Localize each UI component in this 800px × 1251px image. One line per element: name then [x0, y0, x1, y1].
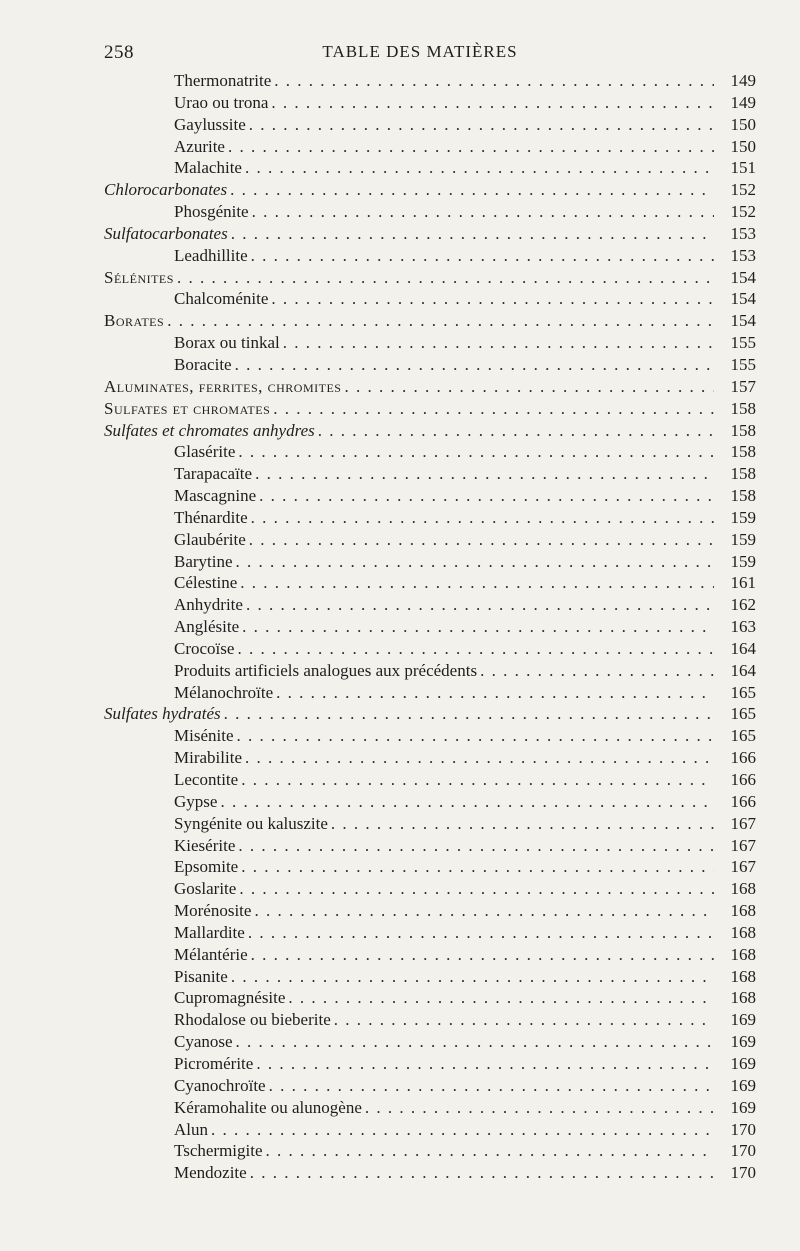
toc-entry-label: Gaylussite [174, 114, 246, 134]
toc-entry-page: 159 [730, 507, 756, 527]
toc-entry [104, 267, 764, 289]
toc-entry-label: Alun [174, 1119, 208, 1139]
toc-entry-label: Mascagnine [174, 486, 257, 506]
dot-leader [228, 223, 714, 245]
toc-entry-page: 168 [730, 879, 756, 899]
toc-entry-page: 164 [730, 660, 756, 680]
toc-entry [104, 1009, 764, 1031]
toc-entry-page: 154 [730, 267, 756, 287]
toc-entry-label: Crocoïse [174, 638, 235, 658]
toc-entry-page: 168 [730, 966, 756, 986]
dot-leader [238, 856, 714, 878]
toc-entry [104, 507, 764, 529]
toc-entry-label: Syngénite ou kaluszite [174, 813, 328, 833]
dot-leader [271, 70, 714, 92]
page-number: 258 [104, 42, 134, 63]
toc-entry [104, 856, 764, 878]
toc-entry [104, 594, 764, 616]
toc-entry [104, 1097, 764, 1119]
toc-entry-label: Phosgénite [174, 202, 249, 222]
dot-leader [235, 441, 714, 463]
toc-entry-label: Thénardite [174, 507, 248, 527]
dot-leader [362, 1097, 714, 1119]
toc-entry-page: 165 [730, 682, 756, 702]
dot-leader [235, 835, 714, 857]
toc-entry-label: Rhodalose ou bieberite [174, 1010, 331, 1030]
dot-leader [233, 551, 714, 573]
toc-entry-label: Lecontite [174, 770, 239, 789]
toc-entry [104, 529, 764, 551]
toc-entry [104, 441, 764, 463]
toc-entry-page: 152 [730, 180, 756, 200]
toc-entry-label: Glaubérite [174, 529, 246, 549]
toc-entry [104, 332, 764, 354]
dot-leader [242, 157, 714, 179]
toc-entry [104, 136, 764, 158]
toc-entry-label: Urao ou trona [174, 92, 269, 112]
toc-entry-label: Tschermigite [174, 1141, 263, 1161]
toc-entry-page: 154 [730, 311, 756, 331]
dot-leader [266, 1075, 714, 1097]
toc-entry-page: 165 [730, 704, 756, 724]
toc-entry-label: Mendozite [174, 1163, 247, 1183]
toc-entry-page: 166 [730, 791, 756, 811]
toc-entry [104, 157, 764, 179]
toc-entry [104, 922, 764, 944]
toc-entry-page: 168 [730, 922, 756, 942]
dot-leader [249, 201, 714, 223]
dot-leader [174, 267, 714, 289]
toc-entry [104, 878, 764, 900]
toc-entry-label: Mallardite [174, 922, 245, 942]
toc-entry-page: 158 [730, 442, 756, 462]
dot-leader [232, 354, 714, 376]
dot-leader [328, 813, 714, 835]
toc-entry [104, 572, 764, 594]
dot-leader [256, 485, 714, 507]
toc-entry-page: 165 [730, 726, 756, 746]
dot-leader [217, 791, 714, 813]
toc-entry [104, 485, 764, 507]
toc-entry [104, 92, 764, 114]
toc-entry-label: Kéramohalite ou alunogène [174, 1097, 362, 1117]
dot-leader [270, 398, 714, 420]
toc-entry-page: 159 [730, 551, 756, 571]
dot-leader [246, 529, 714, 551]
toc-entry-label: Goslarite [174, 879, 237, 899]
toc-entry [104, 70, 764, 92]
dot-leader [477, 660, 714, 682]
toc-entry-page: 154 [730, 289, 756, 309]
toc-entry-label: Mélanochroïte [174, 682, 274, 702]
toc-entry-label: Sulfates et chromates anhydres [104, 420, 315, 440]
toc-entry [104, 354, 764, 376]
toc-entry [104, 310, 764, 332]
toc-entry-page: 150 [730, 136, 756, 156]
toc-entry-page: 167 [730, 813, 756, 833]
toc-entry-label: Borax ou tinkal [174, 333, 280, 353]
toc-entry-label: Glasérite [174, 442, 236, 462]
dot-leader [228, 966, 714, 988]
toc-entry [104, 1075, 764, 1097]
dot-leader [285, 987, 714, 1009]
toc-entry-page: 169 [730, 1075, 756, 1095]
toc-entry-label: Picromérite [174, 1053, 254, 1073]
toc-entry-page: 155 [730, 333, 756, 353]
dot-leader [268, 92, 714, 114]
toc-entry-label: Tarapacaïte [174, 464, 253, 484]
toc-entry [104, 900, 764, 922]
toc-entry [104, 660, 764, 682]
toc-entry-page: 158 [730, 464, 756, 484]
toc-entry-label: Kiesérite [174, 835, 236, 855]
toc-entry-page: 149 [730, 92, 756, 112]
dot-leader [253, 1053, 714, 1075]
dot-leader [248, 245, 714, 267]
toc-entry [104, 813, 764, 835]
toc-entry-label: Sulfates hydratés [104, 704, 221, 724]
toc-entry-label: Célestine [174, 573, 238, 593]
dot-leader [208, 1119, 714, 1141]
toc-entry [104, 987, 764, 1009]
toc-entry-page: 159 [730, 529, 756, 549]
dot-leader [268, 288, 714, 310]
dot-leader [263, 1140, 714, 1162]
dot-leader [242, 747, 714, 769]
toc-entry-label: Sélénites [104, 267, 174, 287]
toc-entry [104, 1119, 764, 1141]
toc-entry-page: 169 [730, 1010, 756, 1030]
dot-leader [227, 179, 714, 201]
toc-entry [104, 616, 764, 638]
toc-entry [104, 769, 764, 791]
toc-entry-label: Anglésite [174, 617, 240, 637]
dot-leader [252, 463, 714, 485]
toc-entry-page: 149 [730, 71, 756, 90]
dot-leader [248, 944, 714, 966]
toc-entry [104, 638, 764, 660]
dot-leader [341, 376, 714, 398]
toc-entry-page: 170 [730, 1119, 756, 1139]
toc-entry-label: Aluminates, ferrites, chromites [104, 376, 342, 396]
toc-entry [104, 288, 764, 310]
toc-entry-label: Leadhillite [174, 245, 248, 265]
table-of-contents [104, 70, 764, 1184]
toc-entry-label: Morénosite [174, 901, 252, 921]
toc-entry [104, 245, 764, 267]
toc-entry-label: Barytine [174, 551, 233, 571]
toc-entry [104, 1053, 764, 1075]
toc-entry-page: 170 [730, 1163, 756, 1183]
toc-entry [104, 398, 764, 420]
toc-entry-page: 162 [730, 595, 756, 615]
dot-leader [234, 638, 714, 660]
toc-entry [104, 179, 764, 201]
toc-entry-label: Boracite [174, 354, 232, 374]
page-header [104, 42, 736, 66]
toc-entry-page: 166 [730, 748, 756, 768]
dot-leader [164, 310, 714, 332]
dot-leader [248, 507, 714, 529]
toc-entry [104, 725, 764, 747]
toc-entry [104, 966, 764, 988]
toc-entry-page: 168 [730, 901, 756, 921]
toc-entry [104, 944, 764, 966]
toc-entry-page: 163 [730, 617, 756, 637]
toc-entry-page: 166 [730, 770, 756, 789]
toc-entry-page: 158 [730, 486, 756, 506]
dot-leader [225, 136, 714, 158]
toc-entry-page: 170 [730, 1141, 756, 1161]
toc-entry-page: 169 [730, 1032, 756, 1052]
dot-leader [221, 703, 714, 725]
toc-entry-label: Chalcoménite [174, 289, 269, 309]
toc-entry-label: Anhydrite [174, 595, 243, 615]
dot-leader [237, 572, 714, 594]
toc-entry-label: Cyanose [174, 1032, 233, 1052]
toc-entry-page: 151 [730, 158, 756, 178]
toc-entry-label: Epsomite [174, 857, 239, 877]
dot-leader [251, 900, 714, 922]
toc-entry-page: 167 [730, 857, 756, 877]
toc-entry-page: 161 [730, 573, 756, 593]
toc-entry-page: 168 [730, 944, 756, 964]
toc-entry [104, 1140, 764, 1162]
dot-leader [247, 1162, 714, 1184]
dot-leader [236, 878, 714, 900]
dot-leader [331, 1009, 714, 1031]
dot-leader [233, 1031, 714, 1053]
toc-entry-label: Thermonatrite [174, 71, 272, 90]
toc-entry [104, 835, 764, 857]
dot-leader [239, 616, 714, 638]
toc-entry [104, 376, 764, 398]
toc-entry-page: 164 [730, 638, 756, 658]
toc-entry [104, 463, 764, 485]
toc-entry [104, 223, 764, 245]
toc-entry [104, 703, 764, 725]
toc-entry-page: 152 [730, 202, 756, 222]
toc-entry-label: Produits artificiels analogues aux précédents [174, 660, 478, 680]
toc-entry-label: Mirabilite [174, 748, 242, 768]
toc-entry [104, 551, 764, 573]
toc-entry [104, 791, 764, 813]
toc-entry-label: Borates [104, 311, 165, 331]
toc-entry-label: Sulfates et chromates [104, 398, 271, 418]
toc-entry-label: Misénite [174, 726, 234, 746]
dot-leader [280, 332, 714, 354]
toc-entry [104, 201, 764, 223]
toc-entry-label: Malachite [174, 158, 242, 178]
toc-entry-label: Sulfatocarbonates [104, 223, 228, 243]
toc-entry-label: Gypse [174, 791, 218, 811]
toc-entry-label: Chlorocarbonates [104, 180, 228, 200]
toc-entry-page: 153 [730, 245, 756, 265]
toc-entry-page: 153 [730, 223, 756, 243]
toc-entry [104, 1162, 764, 1184]
toc-entry-page: 158 [730, 398, 756, 418]
toc-entry [104, 682, 764, 704]
dot-leader [238, 769, 714, 791]
toc-entry-page: 167 [730, 835, 756, 855]
toc-entry-label: Mélantérie [174, 944, 248, 964]
toc-entry-page: 168 [730, 988, 756, 1008]
toc-entry [104, 114, 764, 136]
toc-entry [104, 1031, 764, 1053]
dot-leader [245, 922, 714, 944]
dot-leader [246, 114, 714, 136]
toc-entry-page: 169 [730, 1053, 756, 1073]
toc-entry [104, 747, 764, 769]
dot-leader [273, 682, 714, 704]
dot-leader [243, 594, 714, 616]
running-title: TABLE DES MATIÈRES [322, 42, 518, 61]
toc-entry-label: Cupromagnésite [174, 988, 286, 1008]
toc-entry-page: 157 [730, 376, 756, 396]
dot-leader [315, 420, 714, 442]
dot-leader [234, 725, 715, 747]
toc-entry-page: 169 [730, 1097, 756, 1117]
toc-entry-label: Azurite [174, 136, 225, 156]
toc-entry-page: 155 [730, 354, 756, 374]
toc-entry-page: 150 [730, 114, 756, 134]
toc-entry-page: 158 [730, 420, 756, 440]
toc-entry-label: Cyanochroïte [174, 1075, 266, 1095]
toc-entry-label: Pisanite [174, 966, 228, 986]
toc-entry [104, 420, 764, 442]
